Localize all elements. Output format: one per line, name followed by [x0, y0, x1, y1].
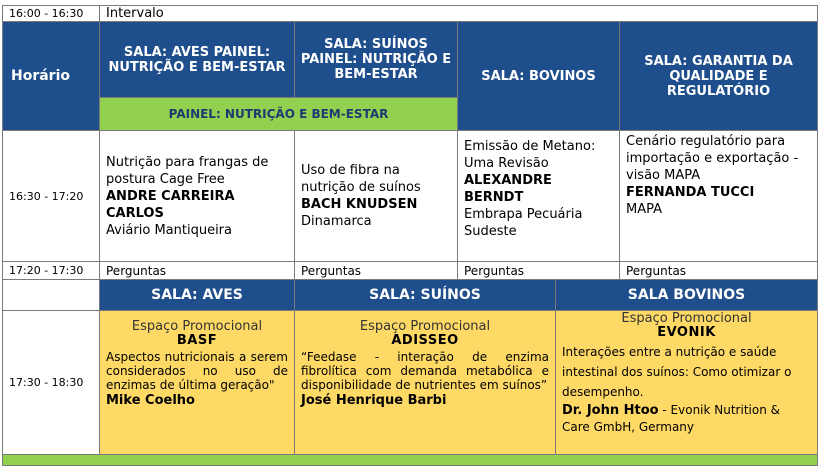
promo-bovinos-company: EVONIK: [657, 325, 716, 340]
session1-aves-speaker: ANDRE CARREIRA CARLOS: [106, 188, 235, 221]
session1-bovinos-speaker: ALEXANDRE BERNDT: [464, 173, 552, 205]
perguntas-suinos: Perguntas: [294, 261, 458, 280]
time-cell-promo: 17:30 - 18:30: [2, 310, 100, 455]
painel-banner: PAINEL: NUTRIÇÃO E BEM-ESTAR: [99, 97, 458, 131]
session1-aves-org: Aviário Mantiqueira: [106, 222, 232, 238]
promo-bovinos-org: - Evonik Nutrition & Care GmbH, Germany: [562, 403, 780, 434]
perguntas-bovinos: Perguntas: [457, 261, 620, 280]
promo-suinos-cell: [294, 310, 556, 455]
session1-aves-title: Nutrição para frangas de postura Cage Free: [106, 154, 269, 187]
time-cell-session1: 16:30 - 17:20: [2, 130, 100, 262]
promo-bovinos-desc: Interações entre a nutrição e saúde intestinal dos suínos: Como otimizar o desempenho.: [562, 345, 792, 399]
promo-aves-company: BASF: [176, 333, 218, 348]
sala-aves-header: SALA: AVES PAINEL: NUTRIÇÃO E BEM-ESTAR: [99, 21, 295, 98]
session1-suinos-speaker: BACH KNUDSEN: [301, 197, 418, 212]
session1-bovinos-org: Embrapa Pecuária Sudeste: [464, 207, 583, 239]
session1-garantia-title: Cenário regulatório para importação e exportação - visão MAPA: [626, 134, 799, 183]
promo-suinos-desc: “Feedase - interação de enzima fibrolítica com demanda metabólica e disponibilidade de nutrientes em suínos”: [301, 350, 549, 392]
session1-garantia-org: MAPA: [626, 202, 663, 217]
promo-aves-cell: [99, 310, 295, 455]
promo-suinos-speaker: José Henrique Barbi: [301, 393, 447, 408]
promo-aves-speaker: Mike Coelho: [106, 393, 195, 408]
sala-suinos-header-2: SALA: SUÍNOS: [294, 279, 556, 311]
promo-bovinos-credit: [562, 402, 811, 436]
session1-garantia-cell: [619, 130, 818, 262]
sala-bovinos-header: SALA: BOVINOS: [457, 21, 620, 131]
sala-garantia-header: SALA: GARANTIA DA QUALIDADE E REGULATÓRIO: [619, 21, 818, 131]
session1-suinos-org: Dinamarca: [301, 214, 372, 229]
perguntas-garantia: Perguntas: [619, 261, 818, 280]
intervalo-label: Intervalo: [99, 5, 818, 22]
promo-aves-label: Espaço Promocional: [131, 319, 263, 334]
time-cell-blank: [2, 279, 100, 311]
promo-suinos-label: Espaço Promocional: [359, 319, 491, 334]
session1-bovinos-title: Emissão de Metano: Uma Revisão: [464, 139, 596, 171]
bottom-bar: [2, 454, 818, 466]
session1-garantia-speaker: FERNANDA TUCCI: [626, 185, 755, 200]
promo-bovinos-cell: [555, 310, 818, 455]
promo-suinos-company: ADISSEO: [391, 333, 459, 348]
session1-bovinos-cell: [457, 130, 620, 262]
session1-aves-cell: [99, 130, 295, 262]
sala-suinos-header: SALA: SUÍNOS PAINEL: NUTRIÇÃO E BEM-ESTAR: [294, 21, 458, 98]
session1-suinos-cell: [294, 130, 458, 262]
promo-bovinos-speaker: Dr. John Htoo: [562, 403, 659, 418]
session1-suinos-title: Uso de fibra na nutrição de suínos: [301, 163, 421, 195]
promo-aves-desc: Aspectos nutricionais a serem considerados no uso de enzimas de última geração": [106, 350, 288, 392]
sala-aves-header-2: SALA: AVES: [99, 279, 295, 311]
sala-bovinos-header-2: SALA BOVINOS: [555, 279, 818, 311]
time-cell-intervalo: 16:00 - 16:30: [2, 5, 100, 22]
perguntas-aves: Perguntas: [99, 261, 295, 280]
promo-bovinos-label: Espaço Promocional: [621, 311, 752, 326]
horario-header: Horário: [2, 21, 100, 131]
time-cell-perguntas: 17:20 - 17:30: [2, 261, 100, 280]
